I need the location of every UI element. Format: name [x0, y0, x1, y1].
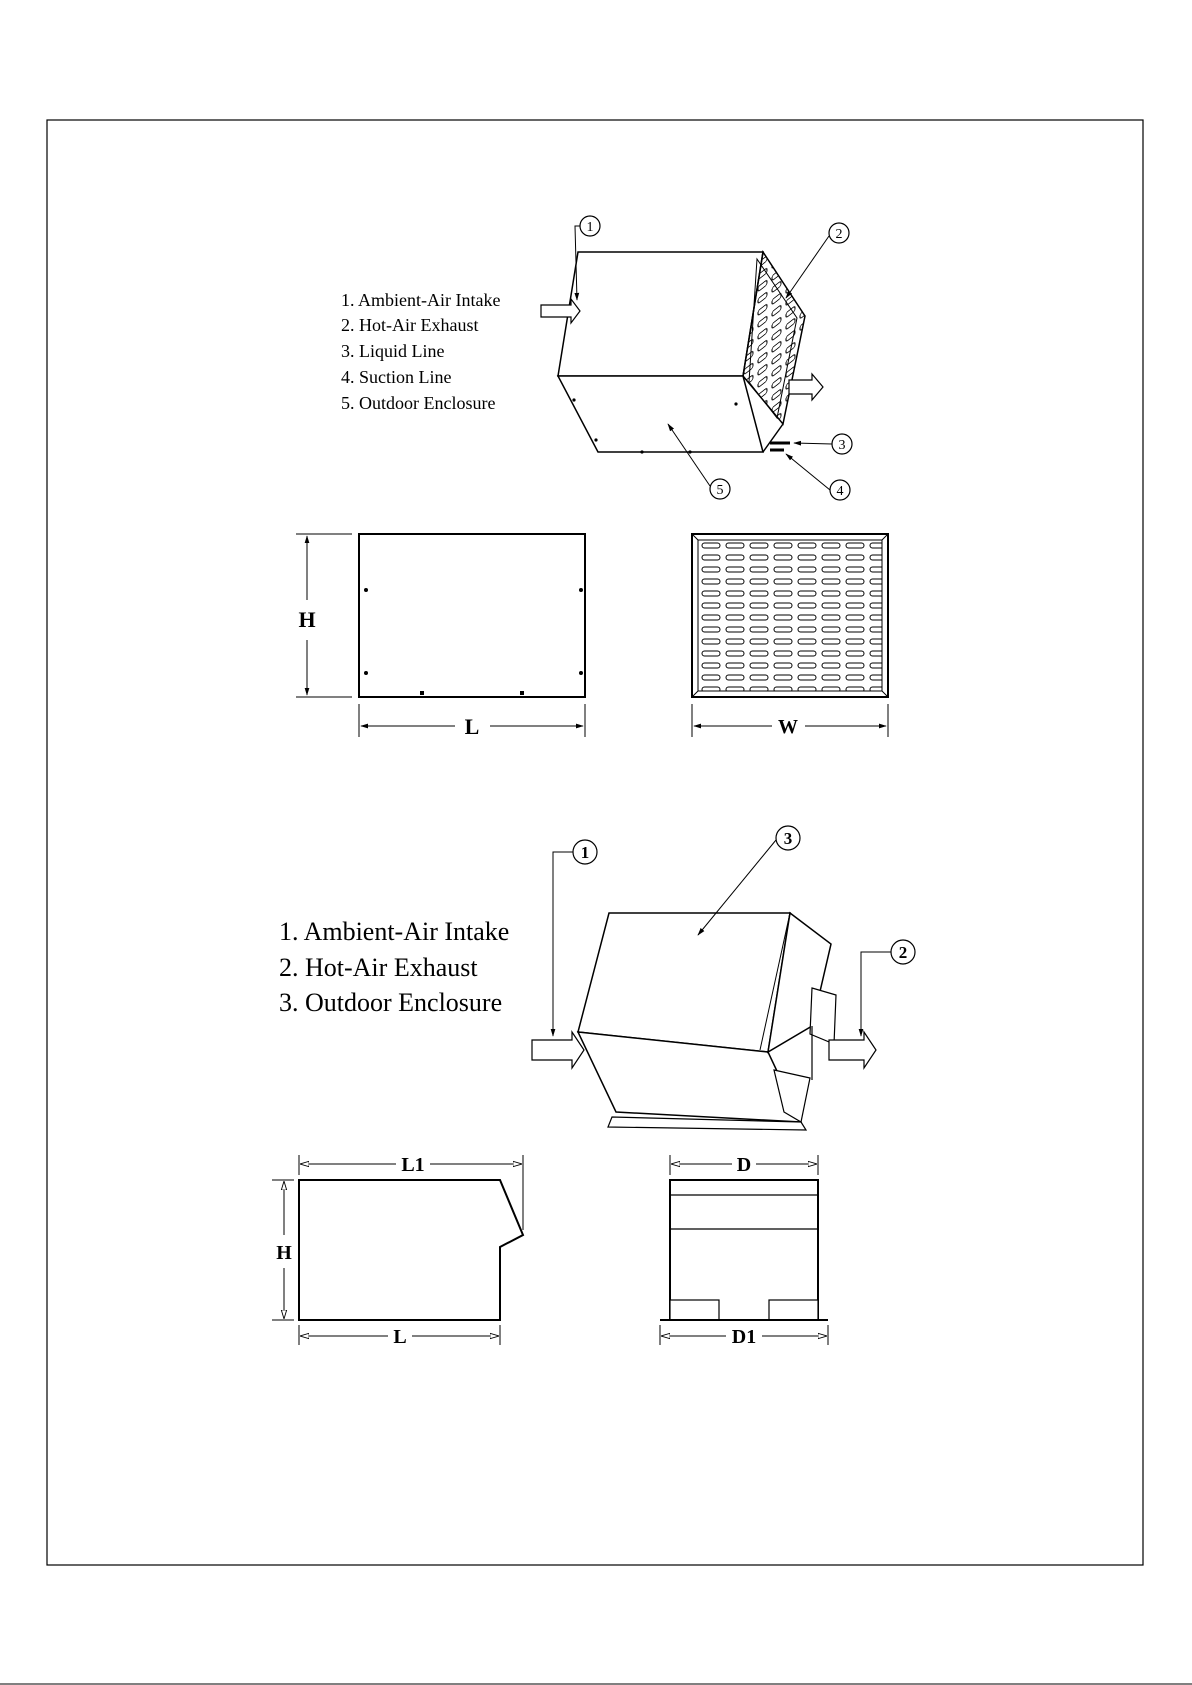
screw: [688, 450, 691, 453]
legend-1-item-2: 2. Hot-Air Exhaust: [341, 315, 479, 335]
screw: [594, 438, 597, 441]
iso-unit-2: [532, 913, 876, 1130]
dimension-d1-2: D1: [731, 1326, 757, 1348]
exhaust-arrow-1: [789, 374, 823, 400]
leader-4: [786, 454, 830, 490]
exhaust-arrow-2: [829, 1032, 876, 1068]
grille-inner: [698, 540, 882, 691]
leader2-1: [553, 852, 573, 1036]
screw: [734, 402, 737, 405]
callout2-label-2: 2: [898, 943, 908, 962]
callout-label-4: 4: [836, 484, 844, 499]
leader2-2: [861, 952, 891, 1036]
end2-outline: [670, 1180, 818, 1320]
diagram-1: [296, 216, 888, 739]
leader-3: [794, 443, 832, 444]
screw: [364, 588, 368, 592]
callout-label-3: 3: [838, 438, 846, 453]
side-view-2: [272, 1154, 523, 1348]
end-view-2: [660, 1154, 828, 1348]
leader-2: [786, 236, 829, 298]
end2-foot-left: [670, 1300, 719, 1320]
callout2-label-1: 1: [580, 843, 590, 862]
legend-1-item-3: 3. Liquid Line: [341, 341, 445, 361]
side-view-outline: [359, 534, 585, 697]
screw: [579, 588, 583, 592]
foot: [420, 691, 424, 695]
foot: [520, 691, 524, 695]
legend-2-item-2: 2. Hot-Air Exhaust: [279, 953, 478, 982]
iso-top-face: [558, 252, 763, 376]
callout2-label-3: 3: [783, 829, 793, 848]
dimension-d-2: D: [736, 1154, 752, 1176]
end2-foot-right: [769, 1300, 818, 1320]
screw: [572, 398, 575, 401]
legend-2: [279, 917, 509, 1017]
iso-front-face: [558, 376, 763, 452]
side2-outline: [299, 1180, 523, 1320]
intake-arrow-2: [532, 1032, 584, 1068]
dimension-l-2: L: [393, 1326, 407, 1348]
dimension-h-2: H: [276, 1242, 292, 1264]
callout-label-1: 1: [586, 220, 594, 235]
iso-unit-1: [541, 252, 823, 454]
side-view-1: [296, 534, 585, 739]
screw: [364, 671, 368, 675]
iso2-top-face: [578, 913, 790, 1052]
screw: [640, 450, 643, 453]
legend-2-item-1: 1. Ambient-Air Intake: [279, 917, 510, 946]
screw: [579, 671, 583, 675]
legend-1-item-5: 5. Outdoor Enclosure: [341, 393, 496, 413]
callout-label-5: 5: [716, 483, 724, 498]
legend-1: [341, 290, 500, 413]
callout-label-2: 2: [835, 227, 843, 242]
dimension-l-1: L: [464, 714, 480, 739]
dimension-h-1: H: [298, 607, 316, 632]
dimension-w-1: W: [778, 716, 798, 738]
iso2-leg: [810, 988, 836, 1044]
legend-2-item-3: 3. Outdoor Enclosure: [279, 988, 503, 1017]
legend-1-item-1: 1. Ambient-Air Intake: [341, 290, 501, 310]
dimension-l1-2: L1: [401, 1154, 425, 1176]
grille-view-1: [692, 534, 888, 738]
legend-1-item-4: 4. Suction Line: [341, 367, 452, 387]
intake-arrow-1: [541, 299, 580, 323]
iso-edge: [763, 424, 783, 452]
diagram-2: [272, 826, 915, 1348]
